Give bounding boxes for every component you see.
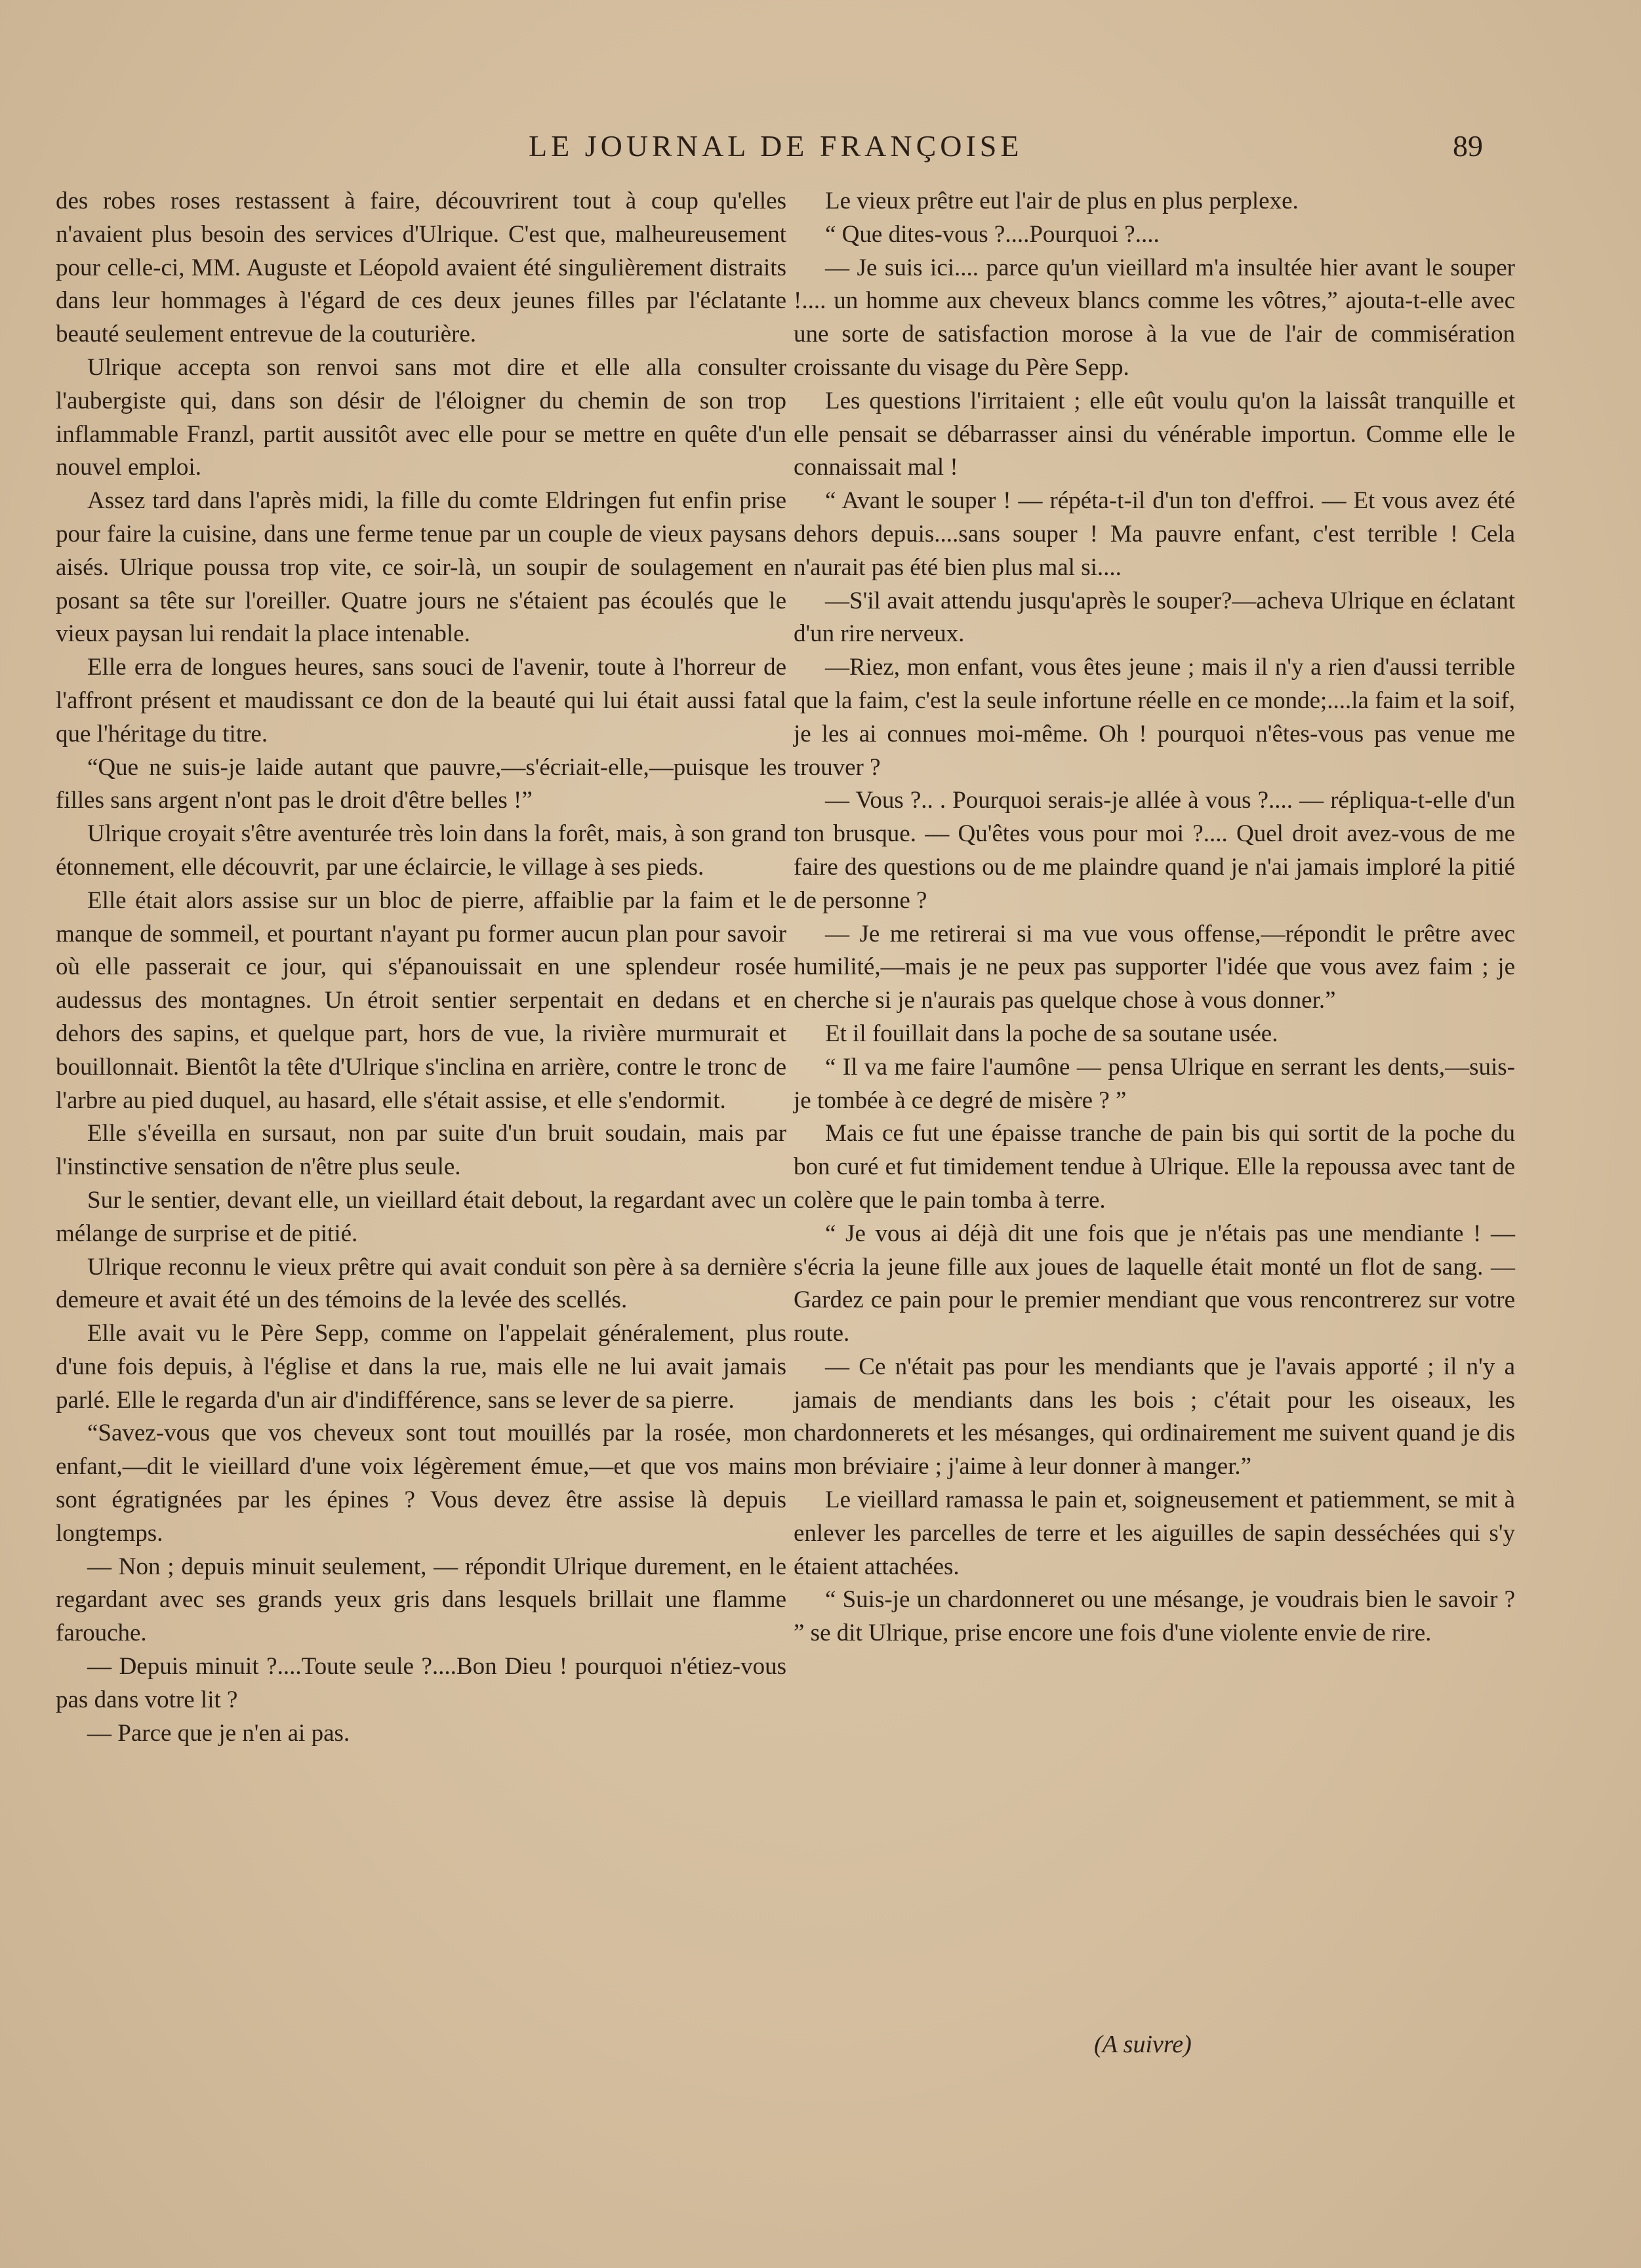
paragraph: — Ce n'était pas pour les mendiants que je l'avais apporté ; il n'y a jamais de mendiants dans les bois ; c'était pour les oiseaux, les chardonnerets et les mésanges, qui ordinairement me suivent quand je dis mon bréviaire ; j'aime à leur donner à manger.” xyxy=(794,1353,1515,1481)
paragraph: Elle erra de longues heures, sans souci de l'avenir, toute à l'horreur de l'affront présent et maudissant ce don de la beauté qui lui était aussi fatal que l'héritage du titre. xyxy=(56,654,786,747)
paragraph: Ulrique reconnu le vieux prêtre qui avait conduit son père à sa dernière demeure et avait été un des témoins de la levée des scellés. xyxy=(56,1253,786,1314)
paragraph: — Non ; depuis minuit seulement, — répondit Ulrique durement, en le regardant avec ses grands yeux gris dans lesquels brillait une flamme farouche. xyxy=(56,1553,786,1647)
paragraph: Ulrique accepta son renvoi sans mot dire et elle alla consulter l'aubergiste qui, dans son désir de l'éloigner du chemin de son trop inflammable Franzl, partit aussitôt avec elle pour se mettre en quête d'un nouvel emploi. xyxy=(56,353,786,481)
continuation-note: (A suivre) xyxy=(1094,2031,1192,2058)
paragraph: Le vieillard ramassa le pain et, soigneusement et patiemment, se mit à enlever les parcelles de terre et les aiguilles de sapin desséchées qui s'y étaient attachées. xyxy=(794,1486,1515,1580)
paragraph: “ Suis-je un chardonneret ou une mésange, je voudrais bien le savoir ? ” se dit Ulrique, prise encore une fois d'une violente envie de rire. xyxy=(794,1586,1515,1647)
paragraph: Le vieux prêtre eut l'air de plus en plus perplexe. xyxy=(825,188,1299,214)
paragraph: Sur le sentier, devant elle, un vieillard était debout, la regardant avec un mélange de surprise et de pitié. xyxy=(56,1186,786,1247)
paragraph: — Vous ?.. . Pourquoi serais-je allée à vous ?.... — répliqua-t-elle d'un ton brusque. — Qu'êtes vous pour moi ?.... Quel droit avez-vous de me faire des questions ou de me plaindre quand je n'ai jamais imploré la pitié de personne ? xyxy=(794,787,1515,914)
page-header xyxy=(0,129,1641,174)
paragraph: Ulrique croyait s'être aventurée très loin dans la forêt, mais, à son grand étonnement, elle découvrit, par une éclaircie, le village à ses pieds. xyxy=(56,820,786,881)
page-number: 89 xyxy=(1453,129,1483,163)
paragraph: “ Je vous ai déjà dit une fois que je n'étais pas une mendiante ! — s'écria la jeune fille aux joues de laquelle était monté un flot de sang. — Gardez ce pain pour le premier mendiant que vous rencontrerez sur votre route. xyxy=(794,1220,1515,1347)
paragraph: “ Avant le souper ! — répéta-t-il d'un ton d'effroi. — Et vous avez été dehors depuis....sans souper ! Ma pauvre enfant, c'est terrible ! Cela n'aurait pas été bien plus mal si.... xyxy=(794,487,1515,581)
right-column xyxy=(794,185,1515,1650)
paragraph: Les questions l'irritaient ; elle eût voulu qu'on la laissât tranquille et elle pensait se débarrasser ainsi du vénérable importun. Comme elle le connaissait mal ! xyxy=(794,387,1515,481)
paragraph: Elle s'éveilla en sursaut, non par suite d'un bruit soudain, mais par l'instinctive sensation de n'être plus seule. xyxy=(56,1120,786,1181)
paragraph: “ Il va me faire l'aumône — pensa Ulrique en serrant les dents,—suis-je tombée à ce degré de misère ? ” xyxy=(794,1053,1515,1114)
paragraph: des robes roses restassent à faire, découvrirent tout à coup qu'elles n'avaient plus besoin des services d'Ulrique. C'est que, malheureusement pour celle-ci, MM. Auguste et Léopold avaient été singulièrement distraits dans leur hommages à l'égard de ces deux jeunes filles par l'éclatante beauté seulement entrevue de la couturière. xyxy=(56,188,786,348)
paragraph: —S'il avait attendu jusqu'après le souper?—acheva Ulrique en éclatant d'un rire nerveux. xyxy=(794,587,1515,648)
journal-title: LE JOURNAL DE FRANÇOISE xyxy=(529,129,1023,163)
paragraph: — Je suis ici.... parce qu'un vieillard m'a insultée hier avant le souper !.... un homme aux cheveux blancs comme les vôtres,” ajouta-t-elle avec une sorte de satisfaction morose à la vue de l'air de commisération croissante du visage du Père Sepp. xyxy=(794,254,1515,381)
left-column xyxy=(56,185,786,1750)
paragraph: Elle était alors assise sur un bloc de pierre, affaiblie par la faim et le manque de sommeil, et pourtant n'ayant pu former aucun plan pour savoir où elle passerait ce jour, qui s'épanouissait en une splendeur rosée audessus des montagnes. Un étroit sentier serpentait en dedans et en dehors des sapins, et quelque part, hors de vue, la rivière murmurait et bouillonnait. Bientôt la tête d'Ulrique s'inclina en arrière, contre le tronc de l'arbre au pied duquel, au hasard, elle s'était assise, et elle s'endormit. xyxy=(56,886,786,1114)
paragraph: —Riez, mon enfant, vous êtes jeune ; mais il n'y a rien d'aussi terrible que la faim, c'est la seule infortune réelle en ce monde;....la faim et la soif, je les ai connues moi-même. Oh ! pourquoi n'êtes-vous pas venue me trouver ? xyxy=(794,654,1515,781)
paragraph: Elle avait vu le Père Sepp, comme on l'appelait généralement, plus d'une fois depuis, à l'église et dans la rue, mais elle ne lui avait jamais parlé. Elle le regarda d'un air d'indifférence, sans se lever de sa pierre. xyxy=(56,1320,786,1414)
paragraph: “Que ne suis-je laide autant que pauvre,—s'écriait-elle,—puisque les filles sans argent n'ont pas le droit d'être belles !” xyxy=(56,753,786,814)
paragraph: “Savez-vous que vos cheveux sont tout mouillés par la rosée, mon enfant,—dit le vieillard d'une voix légèrement émue,—et que vos mains sont égratignées par les épines ? Vous devez être assise là depuis longtemps. xyxy=(56,1420,786,1547)
paragraph: — Je me retirerai si ma vue vous offense,—répondit le prêtre avec humilité,—mais je ne peux pas supporter l'idée que vous avez faim ; je cherche si je n'aurais pas quelque chose à vous donner.” xyxy=(794,920,1515,1014)
paragraph: Assez tard dans l'après midi, la fille du comte Eldringen fut enfin prise pour faire la cuisine, dans une ferme tenue par un couple de vieux paysans aisés. Ulrique poussa trop vite, ce soir-là, un soupir de soulagement en posant sa tête sur l'oreiller. Quatre jours ne s'étaient pas écoulés que le vieux paysan lui rendait la place intenable. xyxy=(56,487,786,648)
paragraph: — Depuis minuit ?....Toute seule ?....Bon Dieu ! pourquoi n'étiez-vous pas dans votre lit ? xyxy=(56,1653,786,1713)
paragraph: Et il fouillait dans la poche de sa soutane usée. xyxy=(825,1020,1278,1047)
paragraph: — Parce que je n'en ai pas. xyxy=(87,1719,350,1747)
paragraph: “ Que dites-vous ?....Pourquoi ?.... xyxy=(825,220,1160,248)
paragraph: Mais ce fut une épaisse tranche de pain bis qui sortit de la poche du bon curé et fut timidement tendue à Ulrique. Elle la repoussa avec tant de colère que le pain tomba à terre. xyxy=(794,1120,1515,1214)
